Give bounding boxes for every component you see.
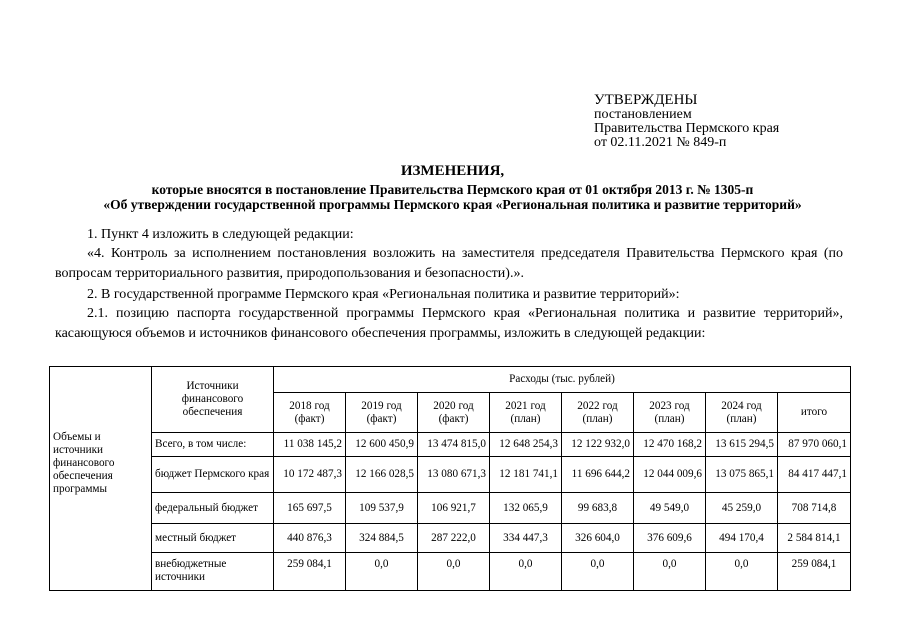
expenses-header: Расходы (тыс. рублей) — [274, 367, 851, 393]
column-header: 2024 год (план) — [706, 393, 778, 433]
value-cell: 12 122 932,0 — [562, 433, 634, 457]
value-cell: 2 584 814,1 — [778, 524, 851, 553]
value-cell: 12 166 028,5 — [346, 457, 418, 493]
value-cell: 45 259,0 — [706, 493, 778, 524]
paragraph-3 — [55, 285, 843, 305]
value-cell: 12 044 009,6 — [634, 457, 706, 493]
value-cell: 334 447,3 — [490, 524, 562, 553]
paragraph-text: «4. Контроль за исполнением постановления возложить на заместителя председателя Правительства Пермского края (по вопросам территориального развития, природопользования и безопасности).». — [55, 246, 843, 281]
value-cell: 13 615 294,5 — [706, 433, 778, 457]
value-cell: 494 170,4 — [706, 524, 778, 553]
document-title: ИЗМЕНЕНИЯ, — [400, 163, 505, 179]
row-label: Объемы и источники финансового обеспечения программы — [53, 431, 115, 495]
paragraph-text: 2. В государственной программе Пермского края «Региональная политика и развитие территорий»: — [87, 287, 680, 302]
value-cell: 106 921,7 — [418, 493, 490, 524]
value-cell: 287 222,0 — [418, 524, 490, 553]
value-cell: 49 549,0 — [634, 493, 706, 524]
paragraph-1 — [55, 225, 843, 245]
column-header: итого — [778, 393, 851, 433]
value-cell: 324 884,5 — [346, 524, 418, 553]
value-cell: 12 648 254,3 — [490, 433, 562, 457]
source-label: внебюджетные источники — [152, 553, 274, 591]
value-cell: 12 181 741,1 — [490, 457, 562, 493]
value-cell: 0,0 — [346, 553, 418, 591]
value-cell: 259 084,1 — [274, 553, 346, 591]
value-cell: 440 876,3 — [274, 524, 346, 553]
value-cell: 708 714,8 — [778, 493, 851, 524]
column-header: 2023 год (план) — [634, 393, 706, 433]
source-label: бюджет Пермского края — [152, 457, 274, 493]
value-cell: 326 604,0 — [562, 524, 634, 553]
source-header: Источники финансового обеспечения — [152, 367, 274, 433]
value-cell: 84 417 447,1 — [778, 457, 851, 493]
paragraph-text: 1. Пункт 4 изложить в следующей редакции: — [87, 227, 354, 242]
row-label-cell — [50, 367, 152, 591]
table-row — [50, 524, 851, 553]
value-cell: 13 080 671,3 — [418, 457, 490, 493]
value-cell: 109 537,9 — [346, 493, 418, 524]
subtitle-line: «Об утверждении государственной программы Пермского края «Региональная политика и развитие территорий» — [103, 197, 802, 212]
approval-line: Правительства Пермского края — [594, 121, 780, 136]
document-subtitle — [40, 182, 865, 212]
table-row — [50, 553, 851, 591]
approval-block — [594, 92, 779, 150]
value-cell: 10 172 487,3 — [274, 457, 346, 493]
column-header: 2020 год (факт) — [418, 393, 490, 433]
column-header: 2021 год (план) — [490, 393, 562, 433]
value-cell: 0,0 — [634, 553, 706, 591]
value-cell: 132 065,9 — [490, 493, 562, 524]
approval-date: от 02.11.2021 № 849-п — [594, 135, 727, 150]
value-cell: 99 683,8 — [562, 493, 634, 524]
value-cell: 13 075 865,1 — [706, 457, 778, 493]
value-cell: 376 609,6 — [634, 524, 706, 553]
paragraph-2 — [55, 244, 843, 283]
value-cell: 0,0 — [706, 553, 778, 591]
column-header: 2019 год (факт) — [346, 393, 418, 433]
table-row — [50, 493, 851, 524]
source-label: Всего, в том числе: — [152, 433, 274, 457]
value-cell: 259 084,1 — [778, 553, 851, 591]
table-row — [50, 457, 851, 493]
subtitle-line: которые вносятся в постановление Правительства Пермского края от 01 октября 2013 г. № 1305-п — [151, 182, 754, 197]
column-header: 2022 год (план) — [562, 393, 634, 433]
paragraph-text: 2.1. позицию паспорта государственной программы Пермского края «Региональная политика и развитие территорий», касающуюся объемов и источников финансового обеспечения программы, изложить в следующей редакции: — [55, 306, 843, 341]
approval-heading: УТВЕРЖДЕНЫ — [594, 92, 698, 108]
table-row — [50, 433, 851, 457]
approval-line: постановлением — [594, 107, 692, 122]
value-cell: 12 470 168,2 — [634, 433, 706, 457]
value-cell: 11 696 644,2 — [562, 457, 634, 493]
value-cell: 11 038 145,2 — [274, 433, 346, 457]
value-cell: 87 970 060,1 — [778, 433, 851, 457]
value-cell: 0,0 — [418, 553, 490, 591]
value-cell: 0,0 — [490, 553, 562, 591]
paragraph-4 — [55, 304, 843, 343]
source-label: федеральный бюджет — [152, 493, 274, 524]
value-cell: 0,0 — [562, 553, 634, 591]
value-cell: 165 697,5 — [274, 493, 346, 524]
value-cell: 12 600 450,9 — [346, 433, 418, 457]
column-header: 2018 год (факт) — [274, 393, 346, 433]
source-label: местный бюджет — [152, 524, 274, 553]
financing-table — [49, 366, 851, 591]
value-cell: 13 474 815,0 — [418, 433, 490, 457]
